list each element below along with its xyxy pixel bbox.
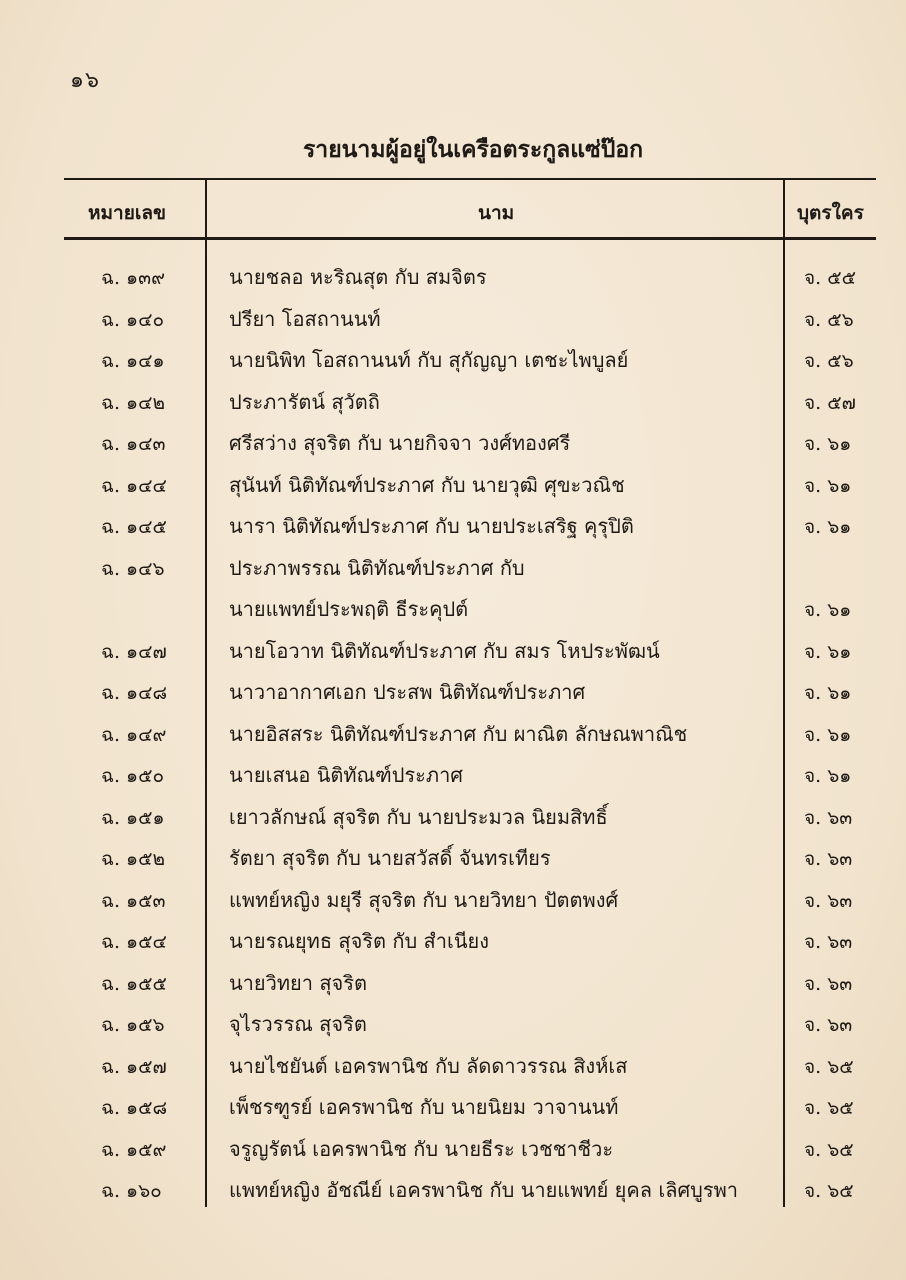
table-row <box>0 1176 906 1217</box>
row-number: ฉ. ๑๕๒ <box>101 848 165 870</box>
row-number: ฉ. ๑๕๙ <box>101 1138 167 1161</box>
table-row <box>0 637 906 678</box>
table-row <box>0 844 906 885</box>
table-row <box>0 969 906 1010</box>
row-number: ฉ. ๑๕๗ <box>101 1055 167 1078</box>
row-child-of: จ. ๖๑ <box>804 640 852 663</box>
row-child-of: จ. ๖๑ <box>804 765 852 787</box>
table-row <box>0 429 906 470</box>
row-name: แพทย์หญิง อัชณีย์ เอครพานิช กับ นายแพทย์ ยุคล เลิศบูรพา <box>229 1178 738 1202</box>
row-number: ฉ. ๑๕๖ <box>101 1014 165 1036</box>
row-name: เยาวลักษณ์ สุจริต กับ นายประมวล นิยมสิทธิ์ <box>229 804 608 829</box>
row-number: ฉ. ๑๕๑ <box>101 806 165 829</box>
row-child-of: จ. ๕๖ <box>804 308 854 331</box>
table-row <box>0 263 906 304</box>
row-name: นาวาอากาศเอก ประสพ นิติทัณฑ์ประภาศ <box>229 680 586 704</box>
row-name: ประภาพรรณ นิติทัณฑ์ประภาศ กับ <box>229 555 525 580</box>
row-number: ฉ. ๑๕๓ <box>101 889 166 912</box>
row-name: นายชลอ หะริณสุต กับ สมจิตร <box>229 265 487 289</box>
table-row <box>0 886 906 927</box>
row-name: นายแพทย์ประพฤติ ธีระคุปต์ <box>229 597 469 621</box>
row-name: ศรีสว่าง สุจริต กับ นายกิจจา วงศ์ทองศรี <box>229 431 571 455</box>
row-name: จรูญรัตน์ เอครพานิช กับ นายธีระ เวชชาชีวะ <box>229 1136 614 1161</box>
row-child-of: จ. ๕๖ <box>804 350 854 372</box>
row-child-of: จ. ๖๑ <box>804 433 852 455</box>
row-name: ประภารัตน์ สุวัตถิ <box>229 389 380 414</box>
row-name: รัตยา สุจริต กับ นายสวัสดิ์ จันทรเทียร <box>229 846 551 870</box>
row-number: ฉ. ๑๔๓ <box>101 433 166 455</box>
page-number: ๑๖ <box>70 68 100 93</box>
table-row <box>0 595 906 636</box>
row-child-of: จ. ๖๑ <box>804 723 852 746</box>
column-header-child-of: บุตรใคร <box>797 202 864 224</box>
row-number: ฉ. ๑๔๕ <box>101 516 167 538</box>
row-child-of: จ. ๖๓ <box>804 889 853 912</box>
table-row <box>0 1093 906 1134</box>
row-name: สุนันท์ นิติทัณฑ์ประภาศ กับ นายวุฒิ ศุขะวณิช <box>229 472 625 497</box>
row-child-of: จ. ๕๗ <box>804 391 856 414</box>
row-name: แพทย์หญิง มยุรี สุจริต กับ นายวิทยา ปัตตพงศ์ <box>229 887 619 912</box>
table-row <box>0 388 906 429</box>
row-name: นายโอวาท นิติทัณฑ์ประภาศ กับ สมร โหประพัฒน์ <box>229 638 660 663</box>
row-name: นายรณยุทธ สุจริต กับ สำเนียง <box>229 929 489 953</box>
row-child-of: จ. ๖๓ <box>804 931 853 953</box>
row-number: ฉ. ๑๔๙ <box>101 723 167 746</box>
table-row <box>0 1010 906 1051</box>
row-name: นายอิสสระ นิติทัณฑ์ประภาศ กับ ผาณิต ลักษณพาณิช <box>229 721 688 746</box>
row-child-of: จ. ๖๑ <box>804 516 852 538</box>
row-number: ฉ. ๑๕๘ <box>101 1097 168 1119</box>
table-row <box>0 471 906 512</box>
row-number: ฉ. ๑๕๐ <box>101 765 165 787</box>
table-top-rule <box>64 178 876 180</box>
table-row <box>0 927 906 968</box>
table-row <box>0 761 906 802</box>
table-row <box>0 1135 906 1176</box>
row-child-of: จ. ๖๓ <box>804 1014 853 1036</box>
table-row <box>0 346 906 387</box>
row-name: นายนิพิท โอสถานนท์ กับ สุกัญญา เตชะไพบูลย์ <box>229 348 629 372</box>
row-name: นารา นิติทัณฑ์ประภาศ กับ นายประเสริฐ คุรุปิติ <box>229 514 634 538</box>
row-child-of: จ. ๖๕ <box>804 1180 854 1202</box>
row-child-of: จ. ๖๓ <box>804 806 853 829</box>
row-name: นายวิทยา สุจริต <box>229 970 367 995</box>
row-child-of: จ. ๖๓ <box>804 972 853 995</box>
row-name: ปรียา โอสถานนท์ <box>229 306 381 331</box>
row-name: นายเสนอ นิติทัณฑ์ประภาศ <box>229 763 463 787</box>
row-name: นายไชยันต์ เอครพานิช กับ ลัดดาวรรณ สิงห์เส <box>229 1053 628 1078</box>
row-number: ฉ. ๑๕๔ <box>101 931 167 953</box>
column-header-number: หมายเลข <box>88 202 166 224</box>
row-number: ฉ. ๑๔๖ <box>101 557 165 580</box>
row-child-of: จ. ๖๕ <box>804 1138 854 1161</box>
table-row <box>0 678 906 719</box>
row-child-of: จ. ๖๕ <box>804 1055 854 1078</box>
row-number: ฉ. ๑๔๔ <box>101 474 167 497</box>
row-child-of: จ. ๖๑ <box>804 599 852 621</box>
row-number: ฉ. ๑๔๑ <box>101 350 165 372</box>
row-child-of: จ. ๕๕ <box>804 267 856 289</box>
row-number: ฉ. ๑๔๘ <box>101 682 168 704</box>
row-number: ฉ. ๑๔๗ <box>101 640 167 663</box>
row-child-of: จ. ๖๕ <box>804 1097 854 1119</box>
row-name: เพ็ชรฑูรย์ เอครพานิช กับ นายนิยม วาจานนท์ <box>229 1095 619 1119</box>
table-row <box>0 720 906 761</box>
row-number: ฉ. ๑๔๒ <box>101 391 165 414</box>
table-row <box>0 554 906 595</box>
table-row <box>0 512 906 553</box>
table-header-rule <box>64 237 876 240</box>
page-title: รายนามผู้อยู่ในเครือตระกูลแซ่ป๊อก <box>302 136 644 163</box>
row-number: ฉ. ๑๓๙ <box>101 267 165 289</box>
row-child-of: จ. ๖๑ <box>804 682 852 704</box>
row-number: ฉ. ๑๕๕ <box>101 972 167 995</box>
table-row <box>0 803 906 844</box>
row-name: จุไรวรรณ สุจริต <box>229 1012 367 1036</box>
table-row <box>0 305 906 346</box>
row-child-of: จ. ๖๓ <box>804 848 853 870</box>
row-child-of: จ. ๖๑ <box>804 474 852 497</box>
table-row <box>0 1052 906 1093</box>
row-number: ฉ. ๑๖๐ <box>101 1180 162 1202</box>
column-header-name: นาม <box>478 202 515 224</box>
row-number: ฉ. ๑๔๐ <box>101 308 165 331</box>
